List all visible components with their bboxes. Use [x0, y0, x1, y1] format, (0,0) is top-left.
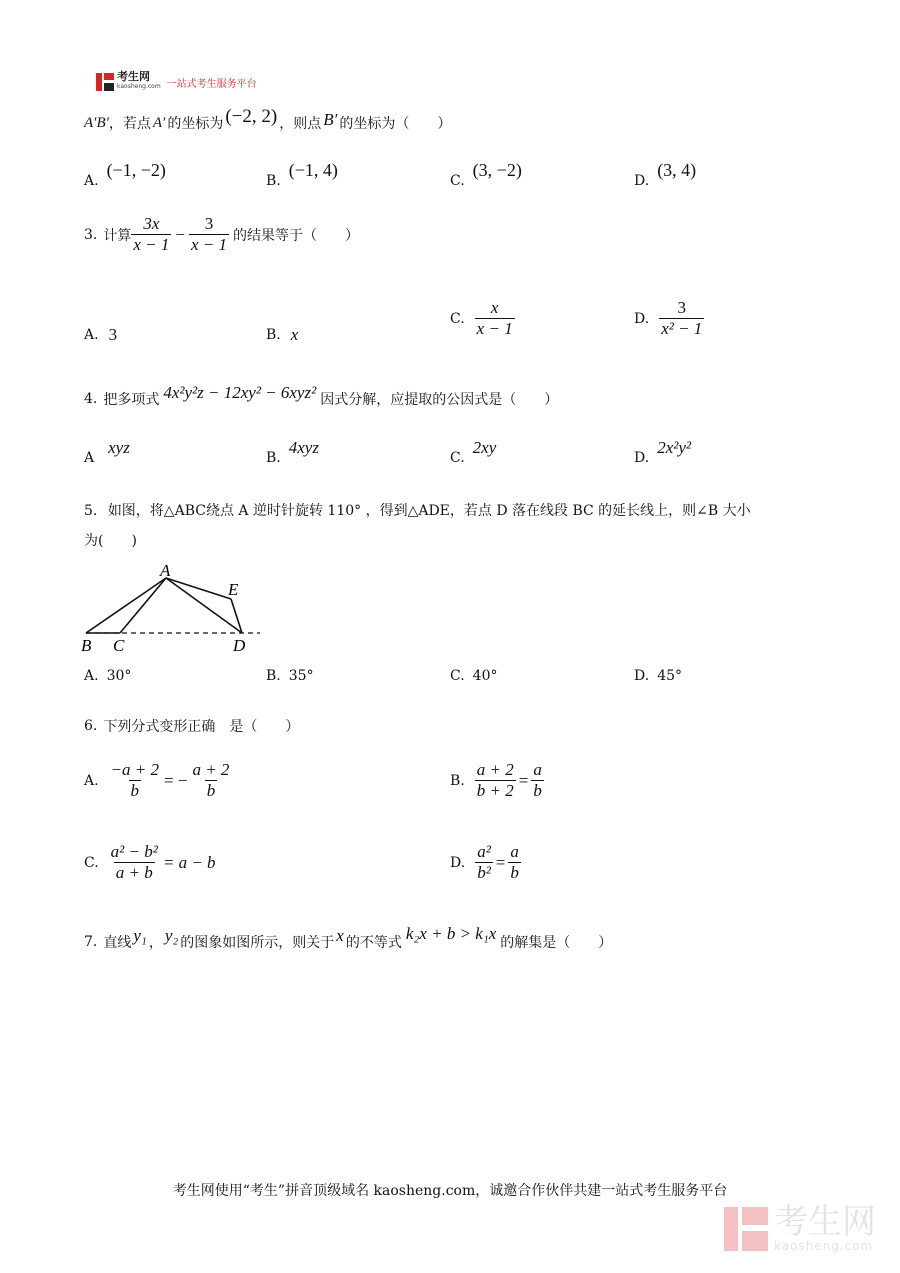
option-label: C.: [84, 854, 99, 871]
option-label: D.: [634, 310, 650, 327]
option-value: (−1, 4): [288, 160, 338, 180]
point-b-label: B′: [323, 110, 338, 129]
fraction-numerator: −a + 2: [110, 760, 160, 779]
q2-text-2: 的坐标为: [167, 116, 224, 132]
q5-option-a[interactable]: [84, 668, 131, 684]
q3-prefix: 计算: [103, 227, 132, 244]
q4-option-b[interactable]: [266, 438, 319, 466]
option-label: D.: [634, 172, 650, 189]
option-fraction: [475, 298, 515, 339]
question-number: 7.: [84, 934, 98, 950]
option-value: 45°: [657, 668, 683, 684]
q2-text-3: ，则点: [279, 116, 322, 132]
q3-option-c[interactable]: [450, 298, 515, 339]
footer-text: 考生网使用“考生”拼音顶级域名 kaosheng.com，诚邀合作伙伴共建一站式考生服务平台: [172, 1183, 728, 1199]
option-value: 3: [108, 325, 118, 344]
label-c: C: [113, 636, 125, 655]
q2-option-a[interactable]: [84, 160, 166, 189]
q2-option-b[interactable]: [266, 160, 338, 189]
fraction-1: [131, 214, 171, 255]
fraction-denominator: b: [130, 781, 140, 800]
option-label: B.: [266, 450, 281, 466]
watermark-logo: [724, 1202, 876, 1253]
q6-text: 下列分式变形正确 是（ ）: [103, 719, 300, 735]
inequality-expression: k₂x + b > k₁x: [405, 924, 497, 943]
fraction-denominator: b: [206, 781, 216, 800]
q2-option-d[interactable]: [634, 160, 697, 189]
point-a-label: A′: [152, 114, 166, 131]
watermark-domain: kaosheng.com: [774, 1239, 874, 1253]
q7-text-1: 直线: [103, 935, 132, 951]
q2-text-1: ，若点: [108, 116, 151, 132]
q7-stem: [84, 924, 612, 960]
q7-text-2: 的图象如图所示，则关于: [180, 935, 335, 951]
option-label: A.: [84, 668, 99, 684]
option-value: 35°: [288, 668, 314, 684]
y1-symbol: y₁: [133, 926, 147, 945]
option-label: A: [84, 450, 95, 466]
fraction-numerator: a²: [477, 842, 491, 861]
q3-option-d[interactable]: [634, 298, 704, 339]
question-number: 4.: [84, 391, 98, 407]
label-b: B: [81, 636, 92, 655]
q4-suffix: 因式分解，应提取的公因式是（ ）: [320, 392, 559, 408]
question-number: 6.: [84, 718, 98, 734]
logo-slogan: 一站式考生服务平台: [166, 78, 257, 90]
option-value: (3, 4): [657, 160, 697, 180]
rhs-fraction: [508, 842, 521, 883]
label-a: A: [160, 561, 171, 580]
q4-stem: [84, 384, 558, 414]
y2-symbol: y₂: [164, 926, 179, 945]
q5-triangle-figure: [78, 560, 268, 658]
option-value: 30°: [106, 668, 132, 684]
polynomial-expression: 4x²y²z − 12xy² − 6xyz²: [163, 383, 317, 402]
lhs-fraction: [109, 760, 161, 801]
fraction-numerator: 3x: [143, 214, 160, 233]
q6-option-c[interactable]: [84, 842, 216, 883]
option-value: (−1, −2): [106, 160, 166, 180]
q6-stem: [84, 716, 299, 736]
rhs-fraction: [531, 760, 544, 801]
q3-suffix: 的结果等于（ ）: [233, 227, 360, 244]
fraction-denominator: x − 1: [133, 235, 170, 254]
option-label: B.: [266, 668, 281, 684]
option-value: xyz: [108, 438, 130, 457]
q2-stem: [84, 108, 451, 138]
coord-a: (−2, 2): [225, 106, 278, 127]
fraction-denominator: x² − 1: [661, 319, 703, 338]
option-value: 2x²y²: [657, 438, 691, 457]
fraction-denominator: b: [533, 781, 542, 800]
option-label: C.: [450, 668, 465, 684]
option-value: x: [290, 325, 299, 344]
option-value: 4xyz: [288, 438, 319, 457]
option-label: A.: [84, 327, 99, 343]
question-number: 5.: [84, 503, 98, 519]
equals-sign: = −: [164, 770, 188, 790]
lhs-fraction: [109, 842, 160, 883]
header-logo[interactable]: [96, 72, 257, 92]
q5-option-b[interactable]: [266, 668, 314, 684]
lhs-fraction: [475, 760, 516, 801]
q7-comma: ，: [148, 935, 163, 951]
option-label: C.: [450, 450, 465, 466]
q4-option-d[interactable]: [634, 438, 691, 466]
fraction-denominator: x − 1: [190, 235, 228, 254]
fraction-numerator: a + 2: [476, 760, 514, 779]
fraction-numerator: a² − b²: [110, 842, 158, 861]
fraction-numerator: a + 2: [192, 760, 230, 779]
option-fraction: [659, 298, 704, 339]
line-e-d: [231, 599, 242, 633]
fraction-denominator: b²: [477, 863, 491, 882]
q6-option-b[interactable]: [450, 760, 544, 801]
q5-option-c[interactable]: [450, 668, 498, 684]
q5-stem: [84, 496, 751, 556]
fraction-denominator: b + 2: [476, 781, 514, 800]
label-d: D: [233, 636, 246, 655]
segment-label: A′B′: [84, 114, 109, 131]
q5-option-d[interactable]: [634, 668, 682, 684]
q2-text-4: 的坐标为（ ）: [339, 116, 452, 132]
q4-option-a[interactable]: [84, 438, 130, 466]
option-label: C.: [450, 172, 465, 189]
option-label: A.: [84, 172, 99, 189]
q3-option-b[interactable]: [266, 320, 298, 350]
equals-expression: = a − b: [162, 852, 216, 872]
q7-text-4: 的解集是（ ）: [500, 935, 613, 951]
fraction-2: [189, 214, 229, 255]
option-label: A.: [84, 772, 99, 789]
option-value: 2xy: [472, 438, 497, 457]
option-label: B.: [450, 772, 465, 789]
q5-line-1: 如图，将△ABC绕点 A 逆时针旋转 110° ，得到△ADE，若点 D 落在线段 BC 的延长线上，则∠B 大小: [107, 503, 751, 519]
logo-mark-icon: [96, 73, 114, 91]
q5-line-2: 为( ): [84, 533, 137, 549]
option-label: D.: [634, 450, 650, 466]
lhs-fraction: [475, 842, 493, 883]
fraction-numerator: 3: [677, 298, 686, 317]
fraction-denominator: a + b: [115, 863, 153, 882]
q3-stem: [84, 214, 359, 255]
q6-option-a[interactable]: [84, 760, 231, 801]
fraction-denominator: b: [510, 863, 519, 882]
q4-prefix: 把多项式: [103, 392, 160, 408]
q4-option-c[interactable]: [450, 438, 497, 466]
q3-option-a[interactable]: [84, 320, 117, 350]
line-a-e: [166, 578, 231, 599]
fraction-numerator: a: [510, 842, 519, 861]
fraction-numerator: a: [533, 760, 542, 779]
label-e: E: [228, 580, 239, 599]
q6-option-d[interactable]: [450, 842, 521, 883]
rhs-fraction: [190, 760, 231, 801]
equals-sign: =: [518, 770, 529, 790]
watermark-mark-icon: [724, 1207, 768, 1251]
option-label: B.: [266, 327, 281, 343]
minus-sign: −: [175, 224, 185, 244]
q2-option-c[interactable]: [450, 160, 522, 189]
fraction-numerator: x: [490, 298, 499, 317]
q7-text-3: 的不等式: [345, 935, 402, 951]
option-label: C.: [450, 310, 465, 327]
option-label: D.: [634, 668, 650, 684]
fraction-numerator: 3: [204, 214, 214, 233]
option-value: 40°: [472, 668, 498, 684]
equals-sign: =: [495, 852, 506, 872]
option-label: B.: [266, 172, 281, 189]
option-label: D.: [450, 854, 466, 871]
question-number: 3.: [84, 226, 98, 243]
logo-domain: kaosheng.com: [117, 83, 161, 90]
logo-name: 考生网: [117, 70, 150, 83]
fraction-denominator: x − 1: [476, 319, 513, 338]
watermark-name: 考生网: [774, 1202, 876, 1242]
option-value: (3, −2): [472, 160, 522, 180]
x-symbol: x: [336, 926, 344, 945]
